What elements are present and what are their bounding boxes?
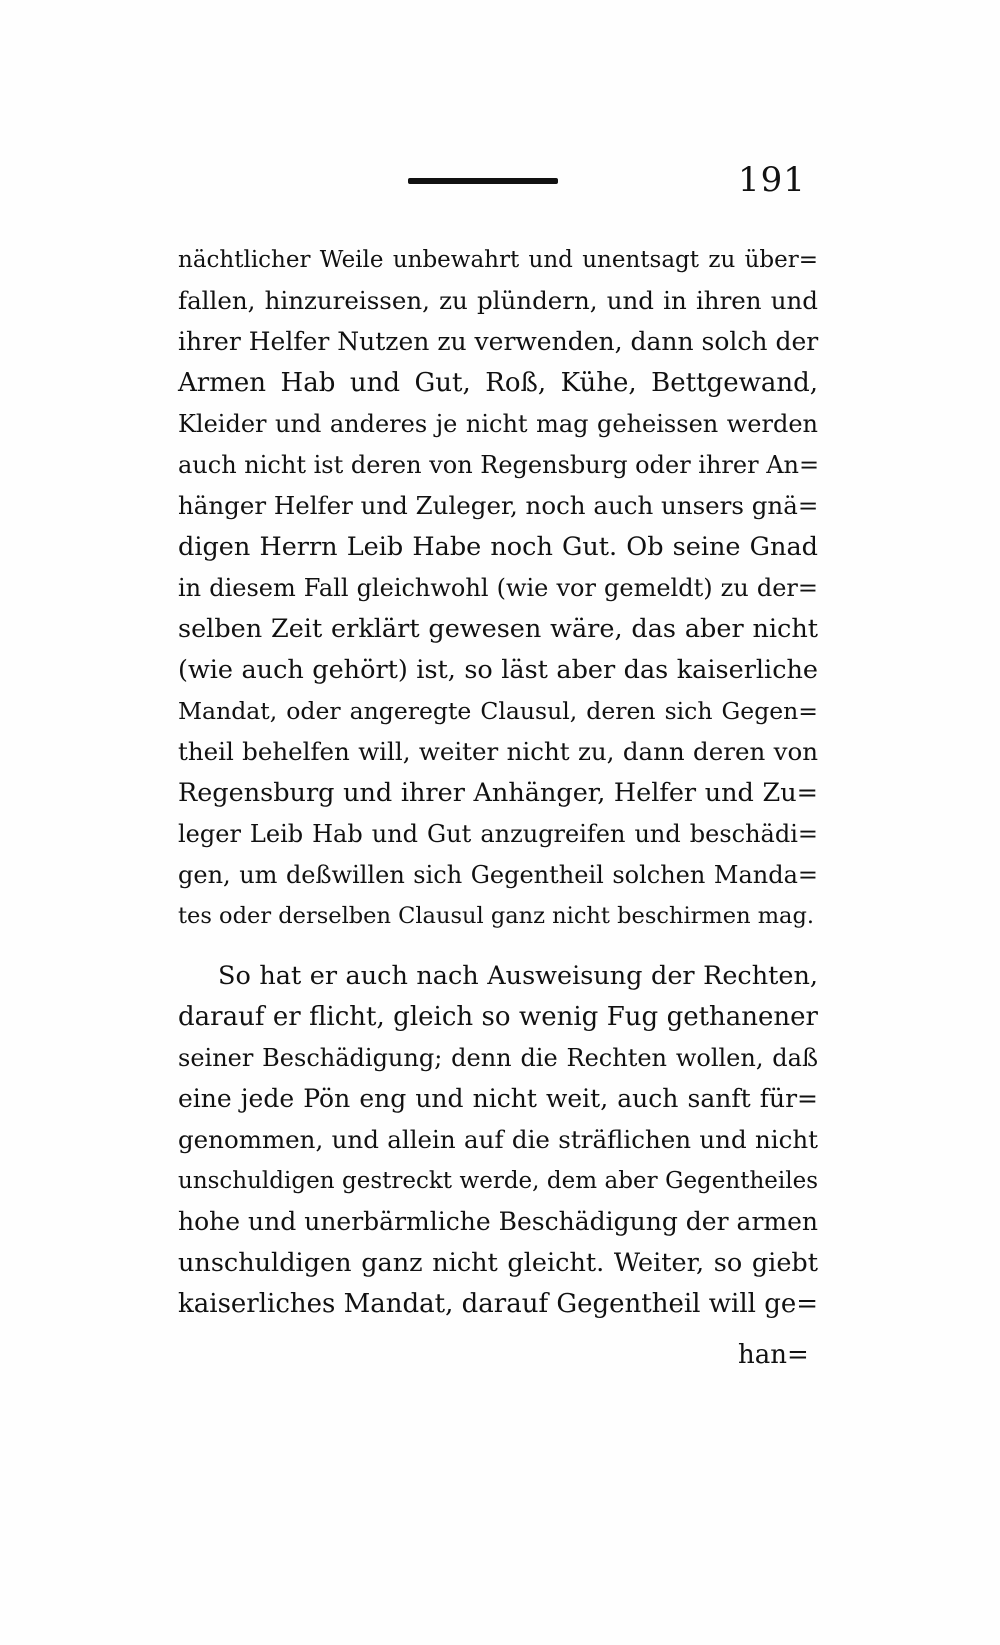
text-line: selben Zeit erklärt gewesen wäre, das aber nicht: [178, 614, 818, 644]
text-line: Armen Hab und Gut, Roß, Kühe, Bettgewand,: [178, 368, 818, 398]
text-line: eine jede Pön eng und nicht weit, auch sanft für=: [178, 1084, 818, 1113]
text-line: darauf er flicht, gleich so wenig Fug gethanener: [178, 1002, 818, 1032]
text-line: kaiserliches Mandat, darauf Gegentheil will ge=: [178, 1289, 819, 1319]
catchword: han=: [738, 1340, 809, 1370]
text-line: in diesem Fall gleichwohl (wie vor gemeldt) zu der=: [178, 574, 818, 602]
text-line: ihrer Helfer Nutzen zu verwenden, dann solch der: [178, 327, 819, 356]
text-line: genommen, und allein auf die sträflichen und nicht: [178, 1125, 818, 1154]
text-line: digen Herrn Leib Habe noch Gut. Ob seine Gnad: [178, 532, 818, 562]
text-line: nächtlicher Weile unbewahrt und unentsagt zu über=: [178, 247, 818, 273]
text-line: Kleider und anderes je nicht mag geheissen werden: [178, 410, 818, 438]
text-line: gen, um deßwillen sich Gegentheil solchen Manda=: [178, 861, 818, 889]
text-line: leger Leib Hab und Gut anzugreifen und beschädi=: [178, 820, 818, 848]
page-number: 191: [738, 160, 806, 200]
text-line: Mandat, oder angeregte Clausul, deren sich Gegen=: [178, 697, 818, 725]
text-line: theil behelfen will, weiter nicht zu, dann deren von: [178, 737, 818, 766]
text-line: auch nicht ist deren von Regensburg oder ihrer An=: [178, 451, 820, 479]
text-line: unschuldigen gestreckt werde, dem aber Gegentheiles: [178, 1168, 818, 1194]
header-rule: [408, 178, 558, 184]
text-line: tes oder derselben Clausul ganz nicht beschirmen mag.: [178, 903, 815, 929]
text-line: (wie auch gehört) ist, so läst aber das kaiserliche: [178, 655, 818, 685]
text-line: So hat er auch nach Ausweisung der Rechten,: [218, 961, 818, 991]
text-line: seiner Beschädigung; denn die Rechten wollen, daß: [178, 1044, 818, 1072]
text-line: hohe und unerbärmliche Beschädigung der armen: [178, 1207, 818, 1236]
text-line: hänger Helfer und Zuleger, noch auch unsers gnä=: [178, 491, 819, 520]
text-line: unschuldigen ganz nicht gleicht. Weiter, so giebt: [178, 1248, 818, 1278]
text-line: fallen, hinzureissen, zu plündern, und in ihren und: [178, 286, 818, 315]
text-line: Regensburg und ihrer Anhänger, Helfer und Zu=: [178, 778, 818, 808]
